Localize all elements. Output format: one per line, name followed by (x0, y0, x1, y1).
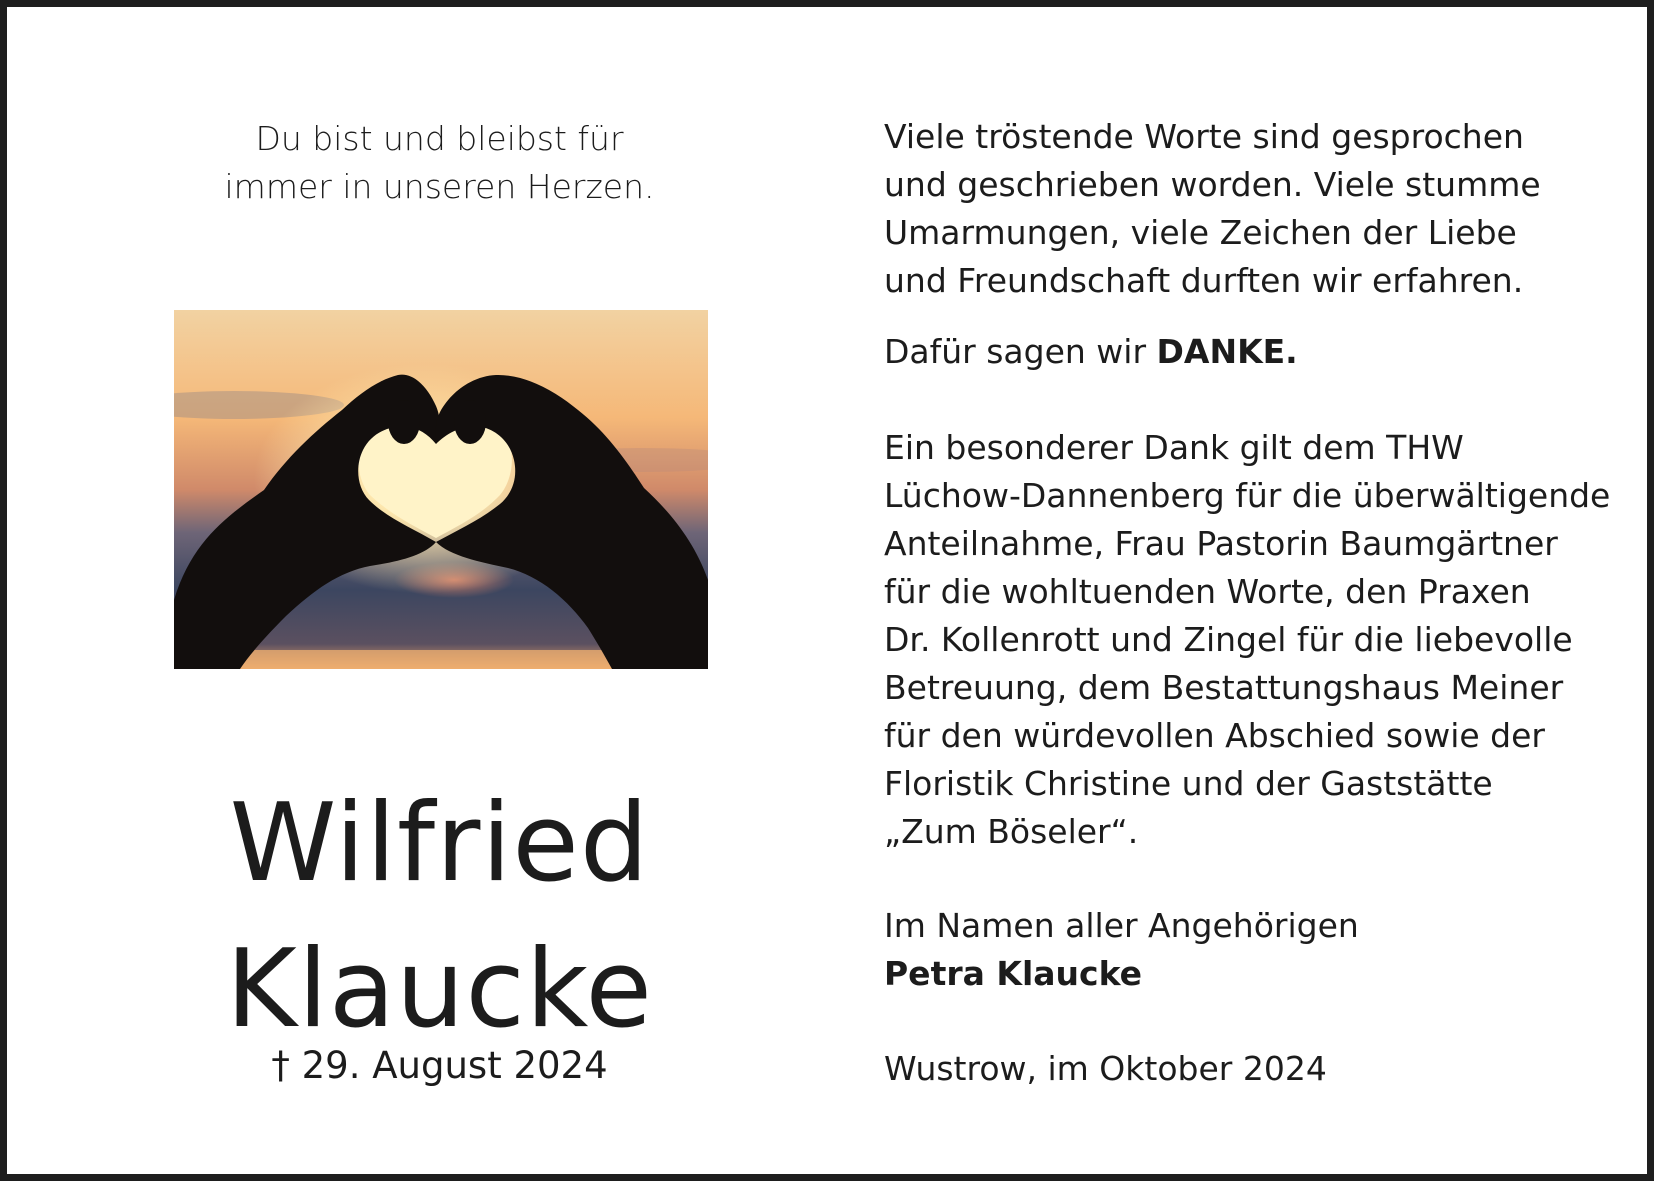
signature-block (884, 902, 1654, 998)
special-thanks-line: für den würdevollen Abschied sowie der (884, 716, 1545, 755)
place-and-date: Wustrow, im Oktober 2024 (884, 1049, 1327, 1088)
thanks-line: und Freundschaft durften wir erfahren. (884, 261, 1524, 300)
danke-word: DANKE. (1156, 332, 1298, 371)
special-thanks-line: Betreuung, dem Bestattungshaus Meiner (884, 668, 1564, 707)
thanks-line: Viele tröstende Worte sind gesprochen (884, 117, 1524, 156)
special-thanks-line: Floristik Christine und der Gaststätte (884, 764, 1493, 803)
special-thanks-paragraph (884, 424, 1654, 856)
danke-prefix: Dafür sagen wir (884, 332, 1157, 371)
deceased-first-name: Wilfried (229, 781, 650, 906)
deceased-last-name: Klaucke (226, 927, 653, 1052)
special-thanks-line: Anteilnahme, Frau Pastorin Baumgärtner (884, 524, 1558, 563)
memorial-quote (167, 115, 712, 211)
special-thanks-line: „Zum Böseler“. (884, 812, 1139, 851)
thanks-line: und geschrieben worden. Viele stumme (884, 165, 1541, 204)
danke-line (884, 328, 1654, 376)
special-thanks-line: Ein besonderer Dank gilt dem THW (884, 428, 1464, 467)
quote-line-2: immer in unseren Herzen. (224, 167, 655, 206)
quote-line-1: Du bist und bleibst für (255, 119, 624, 158)
signature-intro: Im Namen aller Angehörigen (884, 906, 1359, 945)
death-date: † 29. August 2024 (271, 1044, 608, 1087)
thanks-line: Umarmungen, viele Zeichen der Liebe (884, 213, 1517, 252)
special-thanks-line: Lüchow-Dannenberg für die überwältigende (884, 476, 1611, 515)
signature-name: Petra Klaucke (884, 954, 1143, 993)
heart-hands-sunset-image (174, 310, 708, 669)
thanks-paragraph (884, 113, 1654, 305)
heart-hands-sunset-photo (174, 310, 708, 669)
special-thanks-line: für die wohltuenden Worte, den Praxen (884, 572, 1531, 611)
special-thanks-line: Dr. Kollenrott und Zingel für die liebevolle (884, 620, 1573, 659)
